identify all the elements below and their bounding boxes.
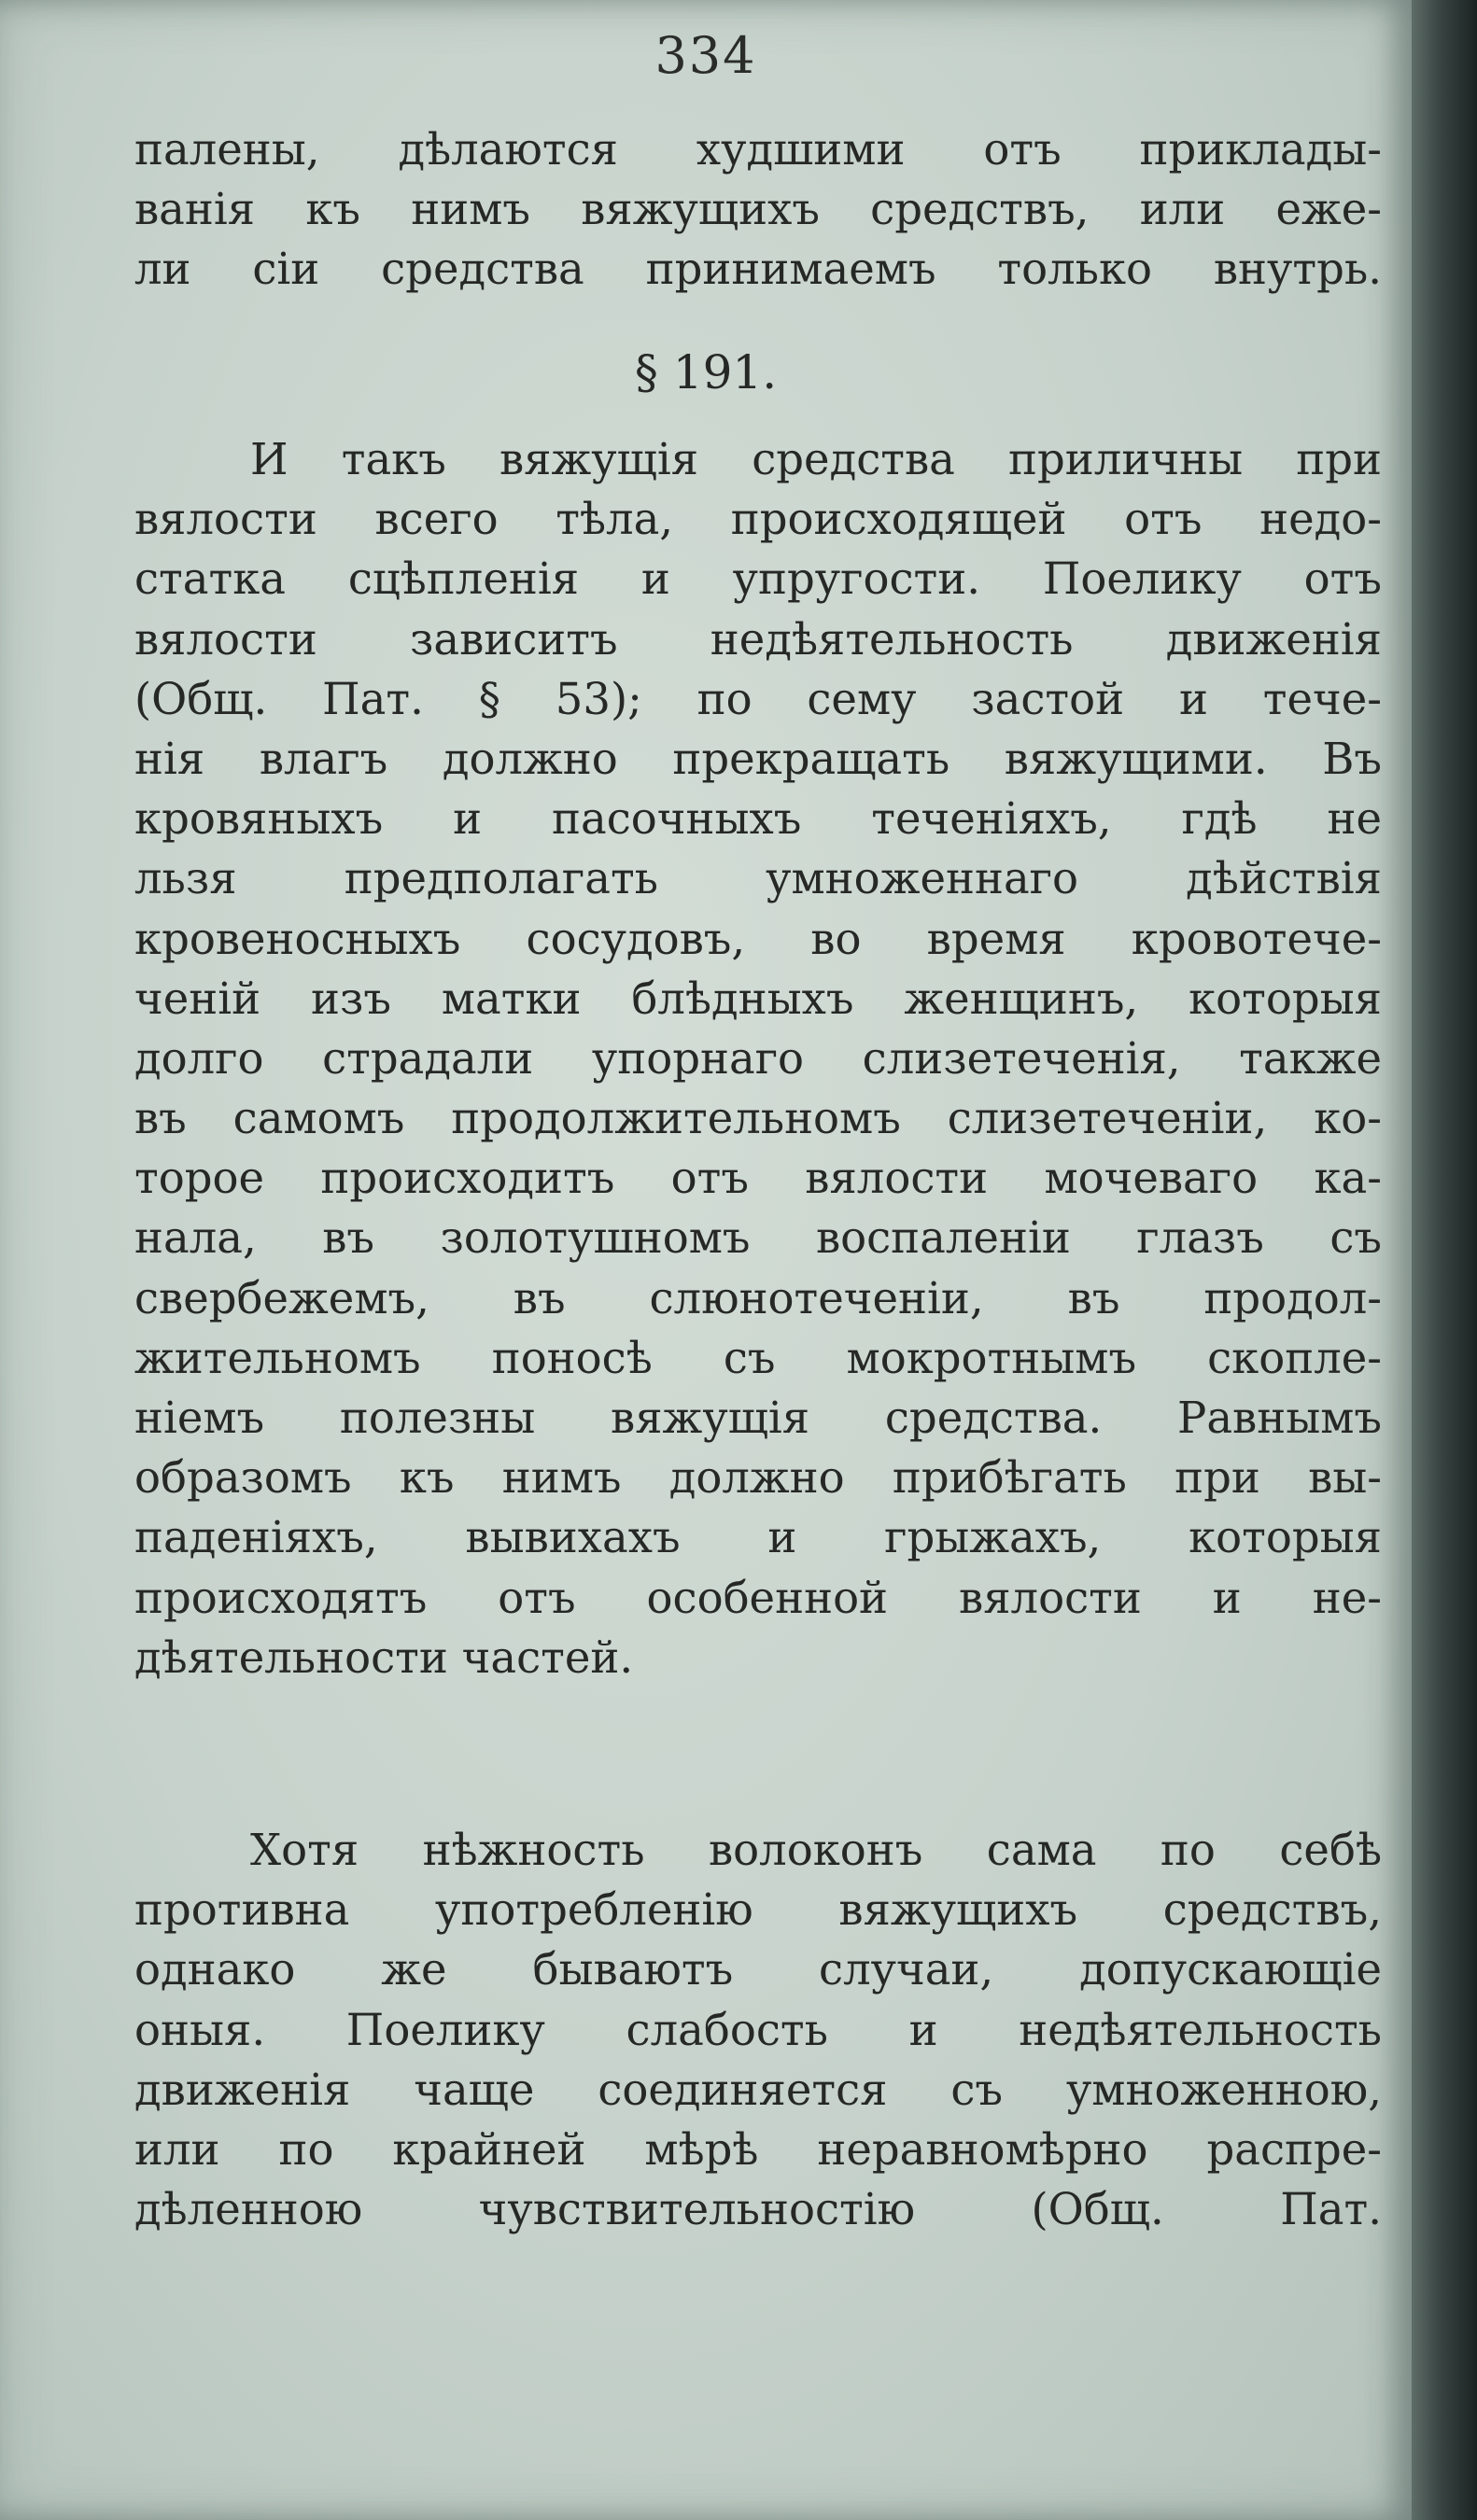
text-line: образомъ къ нимъ должно прибѣгать при вы- bbox=[134, 1452, 1382, 1504]
text-line: нала, въ золотушномъ воспаленіи глазъ съ bbox=[134, 1212, 1382, 1264]
text-line: паденіяхъ, вывихахъ и грыжахъ, которыя bbox=[134, 1512, 1382, 1563]
text-line: статка сцѣпленія и упругости. Поелику отъ bbox=[134, 553, 1382, 605]
paragraph-next bbox=[134, 1820, 1382, 2239]
text-line: палены, дѣлаются худшими отъ приклады- bbox=[134, 124, 1382, 175]
text-line: свербежемъ, въ слюнотеченіи, въ продол- bbox=[134, 1272, 1382, 1323]
page-number: 334 bbox=[654, 26, 757, 85]
text-line: или по крайней мѣрѣ неравномѣрно распре- bbox=[134, 2123, 1382, 2175]
paragraph-continuation bbox=[134, 119, 1382, 300]
text-line: однако же бываютъ случаи, допускающіе bbox=[134, 1944, 1382, 1995]
text-line: происходятъ отъ особенной вялости и не- bbox=[134, 1572, 1382, 1623]
text-line: торое происходитъ отъ вялости мочеваго ка- bbox=[134, 1153, 1382, 1204]
section-heading: § 191. bbox=[634, 345, 778, 399]
text-line: ченій изъ матки блѣдныхъ женщинъ, которыя bbox=[134, 973, 1382, 1024]
text-line: нія влагъ должно прекращать вяжущими. Въ bbox=[134, 733, 1382, 784]
text-line: въ самомъ продолжительномъ слизетеченіи, ко- bbox=[134, 1093, 1382, 1144]
text-line: ванія къ нимъ вяжущихъ средствъ, или еже- bbox=[134, 184, 1382, 235]
text-line: (Общ. Пат. § 53); по сему застой и тече- bbox=[134, 673, 1382, 724]
paragraph-section-191 bbox=[134, 429, 1382, 1687]
text-line: ли сіи средства принимаемъ только внутрь. bbox=[134, 244, 1382, 295]
text-line: И такъ вяжущія средства приличны при bbox=[250, 434, 1382, 484]
text-line: дѣленною чувствительностію (Общ. Пат. bbox=[134, 2184, 1382, 2235]
text-line: дѣятельности частей. bbox=[134, 1631, 634, 1683]
text-line: долго страдали упорнаго слизетеченія, также bbox=[134, 1032, 1382, 1084]
book-gutter bbox=[1412, 0, 1477, 2520]
text-line: Хотя нѣжность волоконъ сама по себѣ bbox=[250, 1825, 1382, 1875]
text-line: вялости всего тѣла, происходящей отъ недо- bbox=[134, 494, 1382, 545]
text-line: вялости зависитъ недѣятельность движенія bbox=[134, 613, 1382, 665]
text-line: льзя предполагать умноженнаго дѣйствія bbox=[134, 853, 1382, 904]
text-line: оныя. Поелику слабость и недѣятельность bbox=[134, 2004, 1382, 2055]
text-line: кровяныхъ и пасочныхъ теченіяхъ, гдѣ не bbox=[134, 793, 1382, 845]
text-line: ніемъ полезны вяжущія средства. Равнымъ bbox=[134, 1393, 1382, 1443]
text-line: кровеносныхъ сосудовъ, во время кровотече- bbox=[134, 913, 1382, 964]
text-line: противна употребленію вяжущихъ средствъ, bbox=[134, 1884, 1382, 1936]
text-line: жительномъ поносѣ съ мокротнымъ скопле- bbox=[134, 1332, 1382, 1383]
text-line: движенія чаще соединяется съ умноженною, bbox=[134, 2064, 1382, 2115]
